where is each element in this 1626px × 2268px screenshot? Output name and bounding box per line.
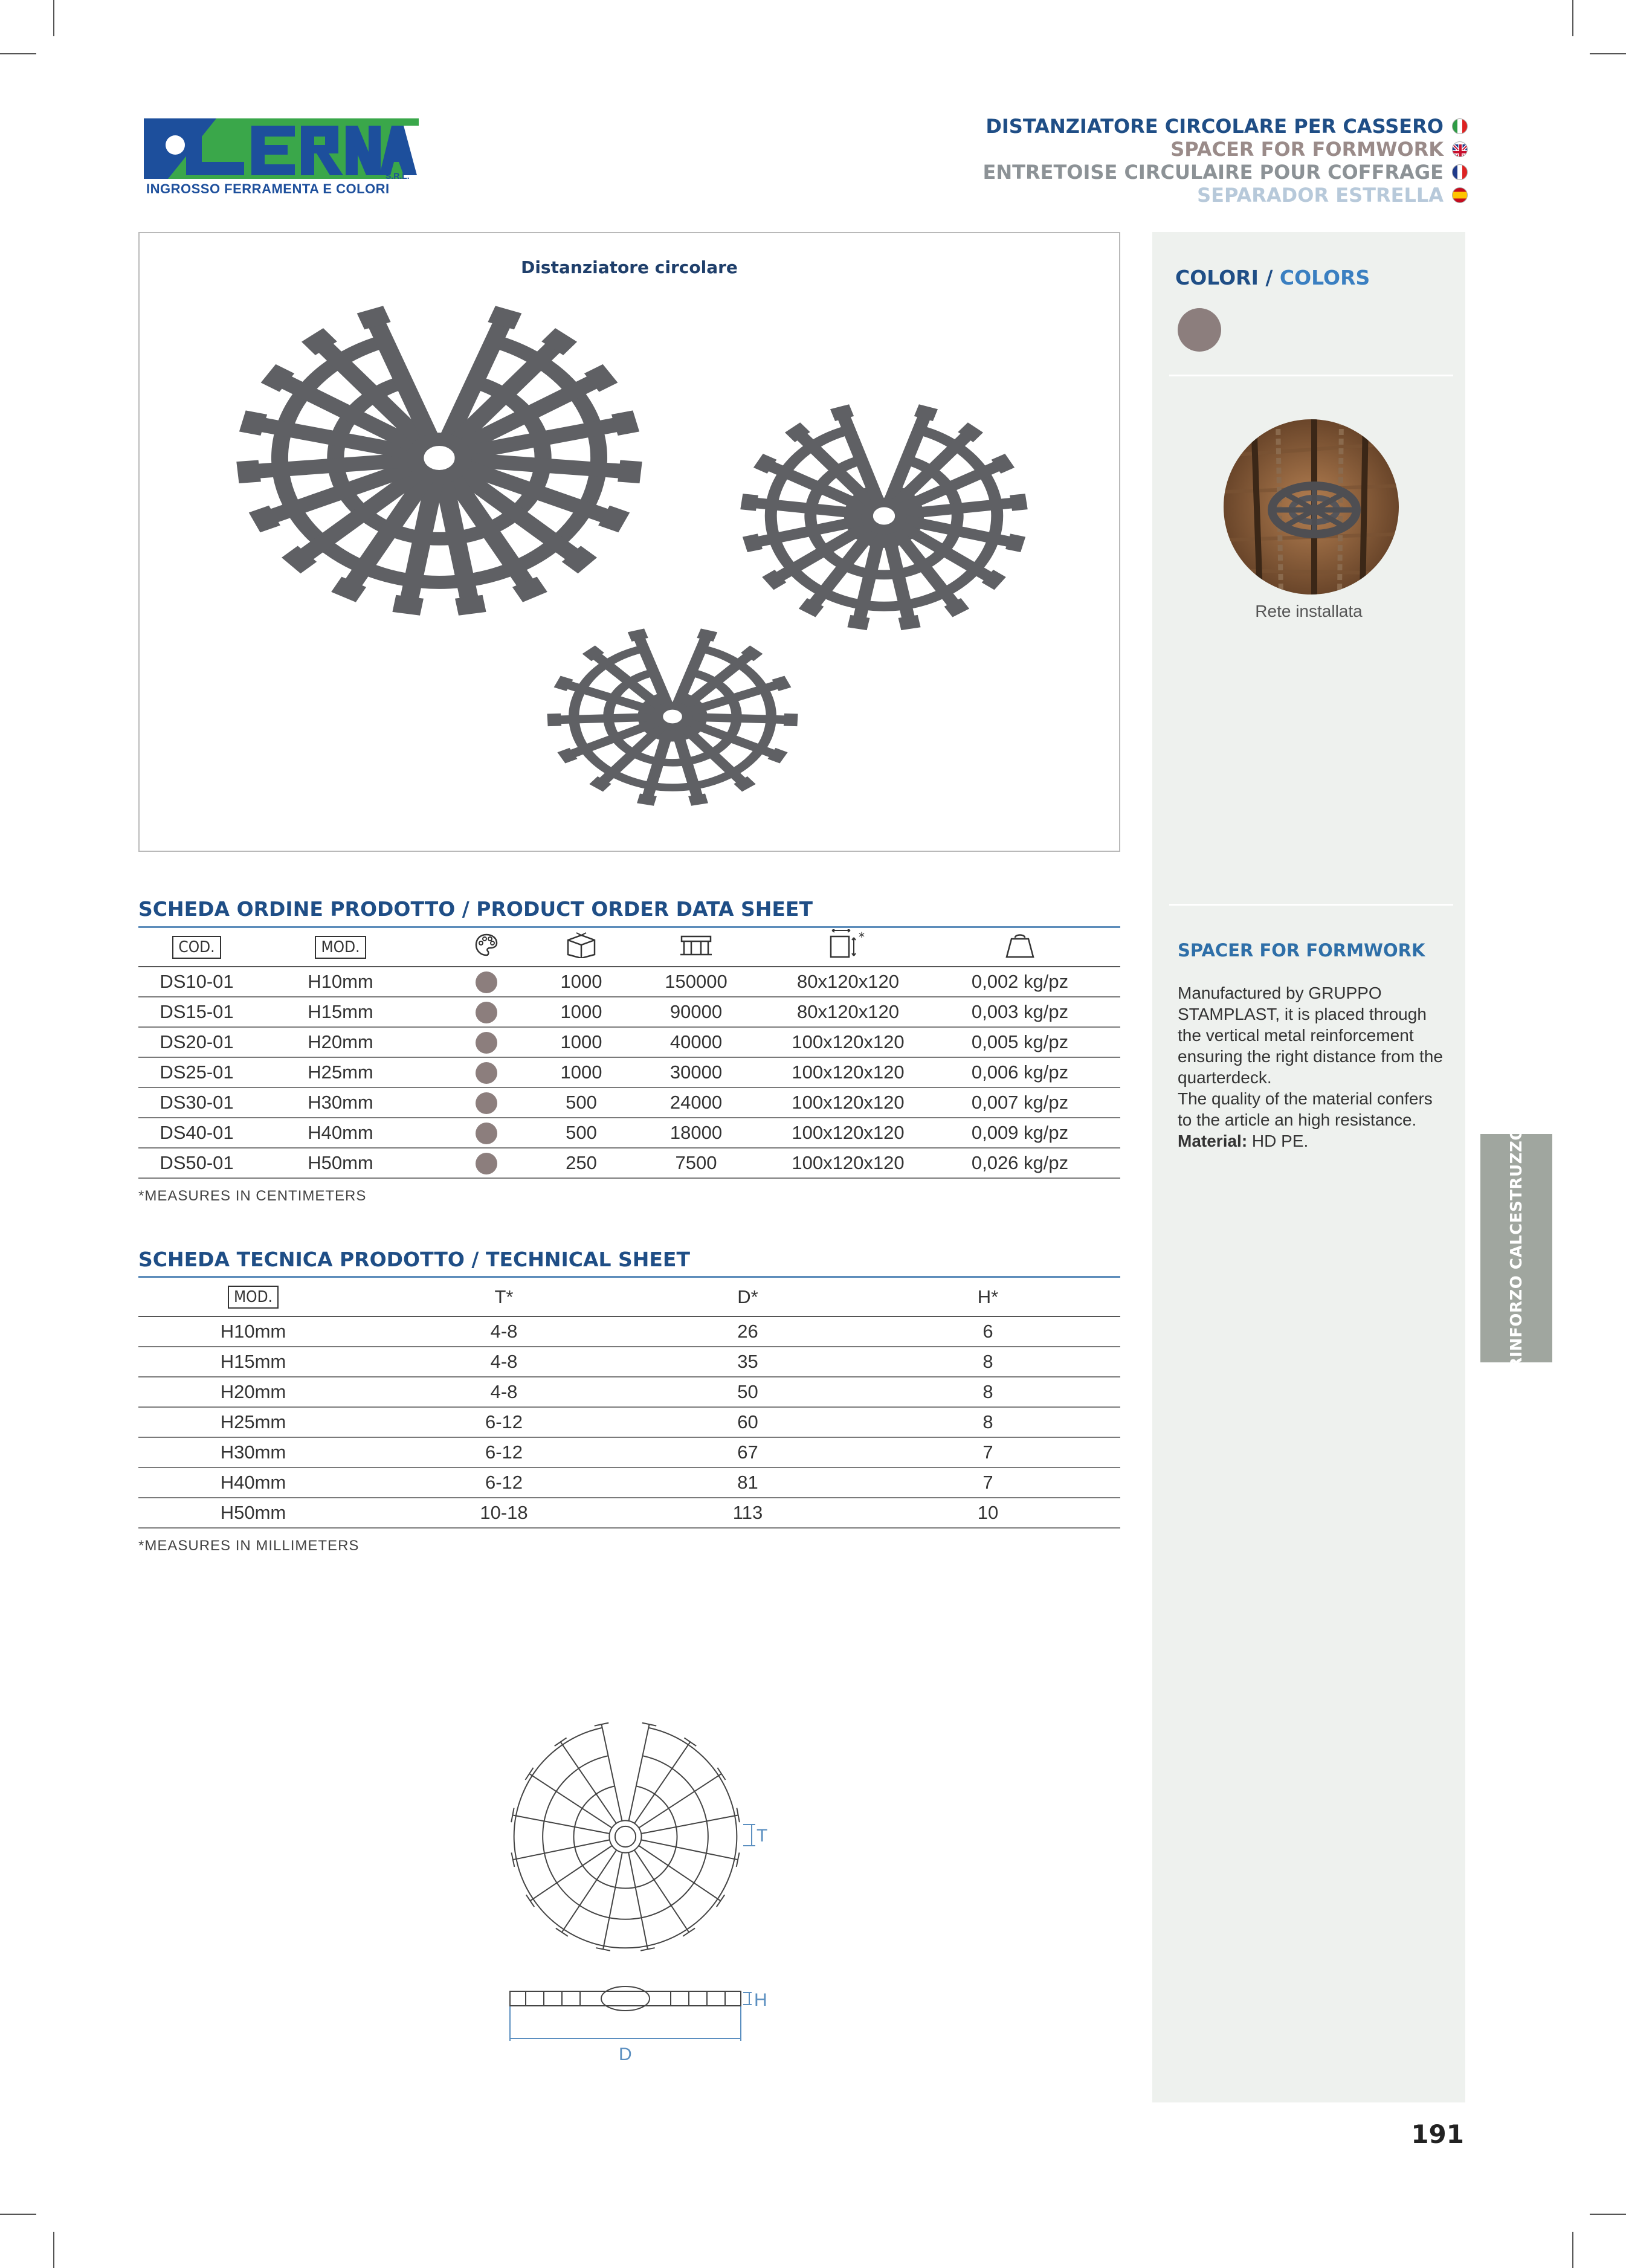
t-cell: 6-12 [368, 1467, 640, 1498]
spacer-wheel-photo [744, 408, 1024, 627]
box-qty-cell: 500 [547, 1087, 616, 1118]
weight-cell: 0,003 kg/pz [920, 997, 1120, 1027]
title-text-it: DISTANZIATORE CIRCOLARE PER CASSERO [986, 115, 1444, 138]
title-fr [982, 161, 1468, 184]
es-flag-icon [1452, 187, 1468, 203]
title-en [982, 138, 1468, 161]
d-cell: 26 [640, 1316, 856, 1347]
color-dot [476, 1032, 497, 1054]
mod-cell: H30mm [255, 1087, 426, 1118]
weight-cell: 0,007 kg/pz [920, 1087, 1120, 1118]
dimensions-cell: 80x120x120 [776, 967, 920, 997]
header-mod: MOD. [255, 928, 426, 967]
crop-mark [0, 53, 36, 54]
material-value: HD PE. [1247, 1132, 1309, 1150]
spacer-wheel-photo [240, 312, 637, 611]
table-row [138, 1407, 1120, 1437]
order-sheet-title: SCHEDA ORDINE PRODOTTO / PRODUCT ORDER DATA SHEET [138, 897, 813, 921]
box-qty-cell: 1000 [547, 1027, 616, 1057]
dimensions-icon [776, 928, 920, 967]
cod-cell: DS40-01 [138, 1118, 255, 1148]
pallet-qty-cell: 150000 [616, 967, 776, 997]
dimension-label-h: H [754, 1990, 767, 2010]
it-flag-icon [1452, 118, 1468, 134]
pallet-qty-cell: 90000 [616, 997, 776, 1027]
colors-separator: / [1258, 266, 1280, 289]
color-dot [476, 1092, 497, 1114]
color-cell [426, 997, 547, 1027]
h-cell: 8 [856, 1347, 1120, 1377]
logo-mark [144, 118, 419, 181]
color-cell [426, 1087, 547, 1118]
d-cell: 67 [640, 1437, 856, 1467]
table-header-row [138, 1278, 1120, 1316]
d-cell: 113 [640, 1498, 856, 1528]
colors-label-it: COLORI [1175, 266, 1259, 289]
t-cell: 10-18 [368, 1498, 640, 1528]
pallet-qty-cell: 40000 [616, 1027, 776, 1057]
crop-mark [1590, 2214, 1626, 2215]
spacer-description [1178, 982, 1450, 1152]
t-cell: 4-8 [368, 1316, 640, 1347]
h-cell: 7 [856, 1437, 1120, 1467]
dimension-label-d: D [619, 2044, 632, 2064]
table-row [138, 1467, 1120, 1498]
page-number: 191 [1411, 2119, 1464, 2149]
table-row [138, 967, 1120, 997]
t-cell: 4-8 [368, 1347, 640, 1377]
crop-mark [0, 2214, 36, 2215]
cod-cell: DS30-01 [138, 1087, 255, 1118]
description-paragraph: The quality of the material confers to the article an high resistance. [1178, 1089, 1433, 1129]
table-row [138, 1118, 1120, 1148]
cod-cell: DS25-01 [138, 1057, 255, 1087]
order-table [138, 928, 1120, 1179]
mod-cell: H25mm [138, 1407, 368, 1437]
tech-table [138, 1278, 1120, 1529]
box-qty-cell: 1000 [547, 997, 616, 1027]
d-cell: 60 [640, 1407, 856, 1437]
color-cell [426, 1148, 547, 1178]
mod-cell: H20mm [255, 1027, 426, 1057]
material-label: Material: [1178, 1132, 1248, 1150]
description-paragraph: Manufactured by GRUPPO STAMPLAST, it is placed through the vertical metal reinforcement ensuring the right distance from the quarterdeck. [1178, 984, 1443, 1087]
divider [1169, 904, 1453, 906]
title-block [982, 115, 1468, 207]
h-cell: 8 [856, 1407, 1120, 1437]
table-row [138, 1148, 1120, 1178]
mod-cell: H50mm [255, 1148, 426, 1178]
install-caption: Rete installata [1255, 602, 1363, 620]
header-d: D* [640, 1278, 856, 1316]
colors-title [1175, 266, 1370, 289]
weight-cell: 0,006 kg/pz [920, 1057, 1120, 1087]
header-h: H* [856, 1278, 1120, 1316]
mod-cell: H25mm [255, 1057, 426, 1087]
table-row [138, 1377, 1120, 1407]
fr-flag-icon [1452, 164, 1468, 180]
crop-mark [1572, 0, 1573, 36]
dimensions-cell: 80x120x120 [776, 997, 920, 1027]
h-cell: 7 [856, 1467, 1120, 1498]
h-cell: 6 [856, 1316, 1120, 1347]
mod-cell: H15mm [138, 1347, 368, 1377]
color-dot [476, 1123, 497, 1144]
photo-caption: Distanziatore circolare [521, 257, 738, 277]
h-cell: 10 [856, 1498, 1120, 1528]
mod-cell: H10mm [138, 1316, 368, 1347]
dimensions-cell: 100x120x120 [776, 1087, 920, 1118]
uk-flag-icon [1452, 141, 1468, 157]
header-mod: MOD. [138, 1278, 368, 1316]
side-panel [1152, 232, 1465, 2102]
header-t: T* [368, 1278, 640, 1316]
technical-drawing [502, 1716, 792, 2066]
color-dot [476, 1002, 497, 1023]
dimensions-cell: 100x120x120 [776, 1148, 920, 1178]
color-swatch [1178, 308, 1221, 352]
color-cell [426, 1118, 547, 1148]
table-row [138, 1027, 1120, 1057]
pallet-qty-cell: 18000 [616, 1118, 776, 1148]
header-cod: COD. [138, 928, 255, 967]
color-cell [426, 1027, 547, 1057]
table-row [138, 1057, 1120, 1087]
mod-cell: H15mm [255, 997, 426, 1027]
crop-mark [53, 2232, 54, 2268]
table-row [138, 997, 1120, 1027]
pallet-qty-cell: 7500 [616, 1148, 776, 1178]
pallet-icon [616, 928, 776, 967]
color-dot [476, 1153, 497, 1174]
mod-cell: H10mm [255, 967, 426, 997]
colors-label-en: COLORS [1279, 266, 1370, 289]
divider [1169, 375, 1453, 376]
dimensions-cell: 100x120x120 [776, 1027, 920, 1057]
spacer-drawing-side [510, 1986, 741, 2011]
d-cell: 50 [640, 1377, 856, 1407]
mod-cell: H30mm [138, 1437, 368, 1467]
t-cell: 6-12 [368, 1437, 640, 1467]
product-photo-frame [138, 232, 1120, 852]
table-row [138, 1437, 1120, 1467]
d-cell: 81 [640, 1467, 856, 1498]
crop-mark [53, 0, 54, 36]
title-text-es: SEPARADOR ESTRELLA [1197, 184, 1444, 207]
spacer-drawing-top [511, 1723, 740, 1951]
dimension-label-t: T [757, 1826, 768, 1846]
mod-cell: H40mm [138, 1467, 368, 1498]
h-cell: 8 [856, 1377, 1120, 1407]
title-text-en: SPACER FOR FORMWORK [1170, 138, 1444, 161]
spacer-wheel-photo [549, 632, 796, 804]
color-cell [426, 967, 547, 997]
spacer-title: SPACER FOR FORMWORK [1178, 940, 1425, 961]
title-text-fr: ENTRETOISE CIRCULAIRE POUR COFFRAGE [982, 161, 1444, 184]
mod-cell: H50mm [138, 1498, 368, 1528]
company-logo [144, 118, 419, 195]
weight-icon [920, 928, 1120, 967]
weight-cell: 0,009 kg/pz [920, 1118, 1120, 1148]
pallet-qty-cell: 24000 [616, 1087, 776, 1118]
color-dot [476, 1062, 497, 1084]
section-tab-label: RINFORZO CALCESTRUZZO [1507, 1127, 1526, 1370]
dimensions-cell: 100x120x120 [776, 1057, 920, 1087]
weight-cell: 0,026 kg/pz [920, 1148, 1120, 1178]
box-qty-cell: 1000 [547, 967, 616, 997]
cod-cell: DS10-01 [138, 967, 255, 997]
pallet-qty-cell: 30000 [616, 1057, 776, 1087]
table-row [138, 1347, 1120, 1377]
box-qty-cell: 250 [547, 1148, 616, 1178]
table-header-row [138, 928, 1120, 967]
box-qty-cell: 500 [547, 1118, 616, 1148]
logo-tagline: INGROSSO FERRAMENTA E COLORI [146, 181, 390, 196]
box-icon [547, 928, 616, 967]
dimensions-star: * [858, 929, 865, 944]
title-es [982, 184, 1468, 207]
box-qty-cell: 1000 [547, 1057, 616, 1087]
table-row [138, 1498, 1120, 1528]
tech-footnote: *MEASURES IN MILLIMETERS [138, 1538, 360, 1554]
weight-cell: 0,002 kg/pz [920, 967, 1120, 997]
install-photo [1224, 419, 1399, 594]
cod-cell: DS50-01 [138, 1148, 255, 1178]
color-dot [476, 971, 497, 993]
material-line [1178, 1130, 1450, 1152]
weight-cell: 0,005 kg/pz [920, 1027, 1120, 1057]
mod-cell: H20mm [138, 1377, 368, 1407]
dimensions-cell: 100x120x120 [776, 1118, 920, 1148]
mod-cell: H40mm [255, 1118, 426, 1148]
title-it [982, 115, 1468, 138]
color-cell [426, 1057, 547, 1087]
table-row [138, 1316, 1120, 1347]
spacer-photos [140, 233, 1119, 851]
logo-suffix: S.R.L. [386, 171, 410, 181]
t-cell: 4-8 [368, 1377, 640, 1407]
order-footnote: *MEASURES IN CENTIMETERS [138, 1188, 367, 1204]
cod-cell: DS15-01 [138, 997, 255, 1027]
crop-mark [1572, 2232, 1573, 2268]
tech-sheet-title: SCHEDA TECNICA PRODOTTO / TECHNICAL SHEET [138, 1248, 690, 1271]
section-tab [1480, 1127, 1552, 1370]
cod-cell: DS20-01 [138, 1027, 255, 1057]
d-cell: 35 [640, 1347, 856, 1377]
crop-mark [1590, 53, 1626, 54]
dimension-lines [510, 1825, 755, 2041]
t-cell: 6-12 [368, 1407, 640, 1437]
table-row [138, 1087, 1120, 1118]
color-palette-icon [426, 928, 547, 967]
